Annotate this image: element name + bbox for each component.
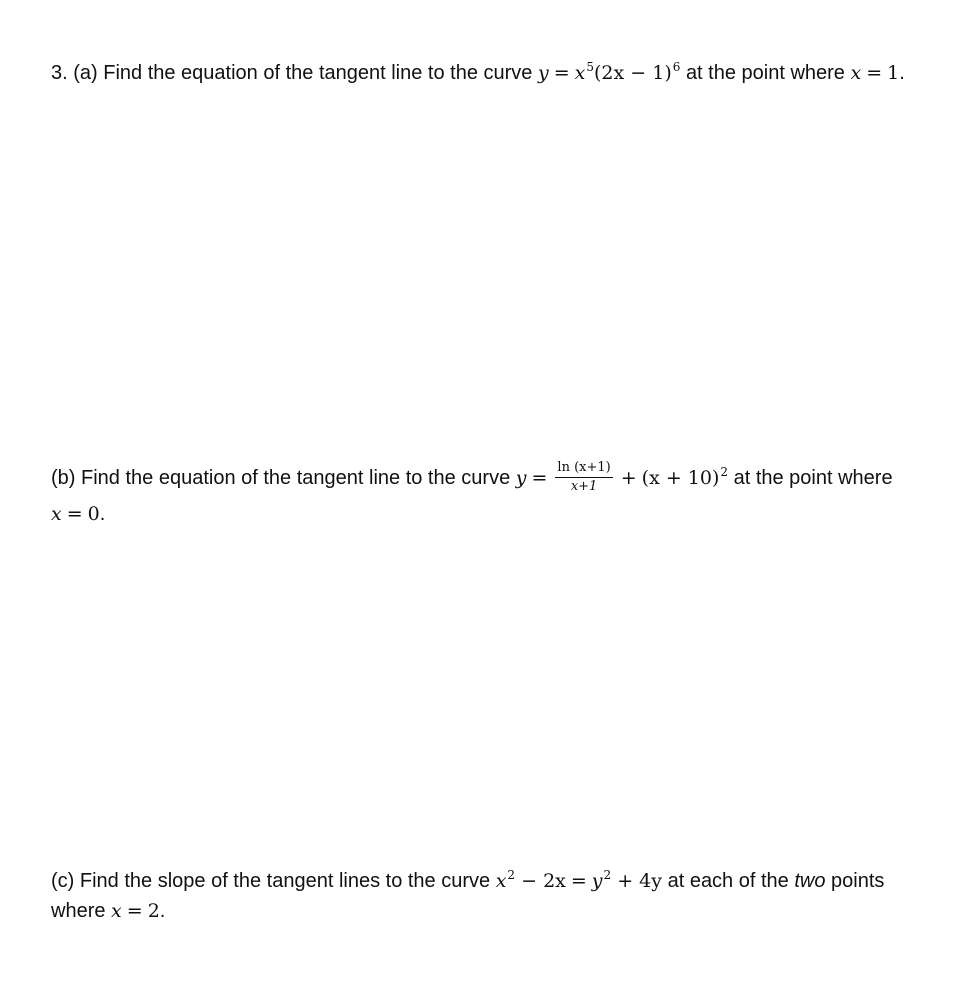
plus-sign: +: [620, 467, 637, 489]
problem-c: [51, 866, 941, 926]
exponent-2: 2: [720, 465, 729, 479]
paren-term: (2x − 1): [594, 62, 672, 84]
equals-sign: =: [126, 900, 143, 922]
paren-term: (x + 10): [641, 467, 720, 489]
var-x: x: [850, 62, 862, 84]
problem-a: [51, 58, 941, 88]
equals-sign: =: [866, 62, 883, 84]
var-x: x: [111, 900, 122, 922]
exponent-5: 5: [586, 60, 595, 74]
equals-sign: =: [553, 62, 570, 84]
problem-a-prefix: 3. (a) Find the equation of the tangent line to the curve: [51, 62, 533, 84]
equals-sign: =: [66, 502, 83, 525]
period: .: [99, 502, 106, 525]
var-y: y: [538, 62, 549, 84]
problem-a-suffix: at the point where: [685, 62, 845, 84]
rhs-rest: + 4y: [617, 870, 663, 892]
period: .: [899, 62, 905, 84]
problem-c-condition: [111, 900, 160, 922]
var-x: x: [495, 870, 507, 892]
equals-sign: =: [570, 870, 587, 892]
var-y: y: [515, 467, 527, 489]
fraction-numerator: ln (x+1): [555, 460, 612, 478]
problem-b-prefix: (b) Find the equation of the tangent line to the curve: [51, 467, 511, 489]
exponent-2: 2: [603, 868, 612, 882]
lhs-rest: − 2x: [521, 870, 566, 892]
condition-value: 2: [147, 900, 160, 922]
problem-a-function: [538, 62, 680, 84]
condition-value: 1: [887, 62, 900, 84]
equals-sign: =: [531, 467, 548, 489]
var-x: x: [51, 502, 62, 525]
fraction: [555, 460, 612, 495]
problem-c-equation: [496, 870, 662, 892]
exponent-2: 2: [507, 868, 516, 882]
fraction-denominator: x+1: [570, 478, 598, 494]
var-y: y: [591, 870, 603, 892]
problem-b-function: [515, 459, 729, 494]
var-x: x: [574, 62, 586, 84]
problem-b-suffix: at the point where: [733, 467, 893, 489]
condition-value: 0: [87, 502, 100, 525]
problem-b: [51, 461, 941, 531]
problem-b-condition: [51, 503, 100, 525]
problem-c-prefix: (c) Find the slope of the tangent lines to the curve: [51, 870, 491, 892]
problem-a-condition: [851, 62, 900, 84]
period: .: [159, 900, 166, 922]
problem-c-suffix2: points where: [51, 870, 885, 922]
problem-c-suffix: at each of the: [667, 870, 789, 892]
problem-c-emphasis: two: [794, 870, 826, 892]
exponent-6: 6: [672, 60, 681, 74]
